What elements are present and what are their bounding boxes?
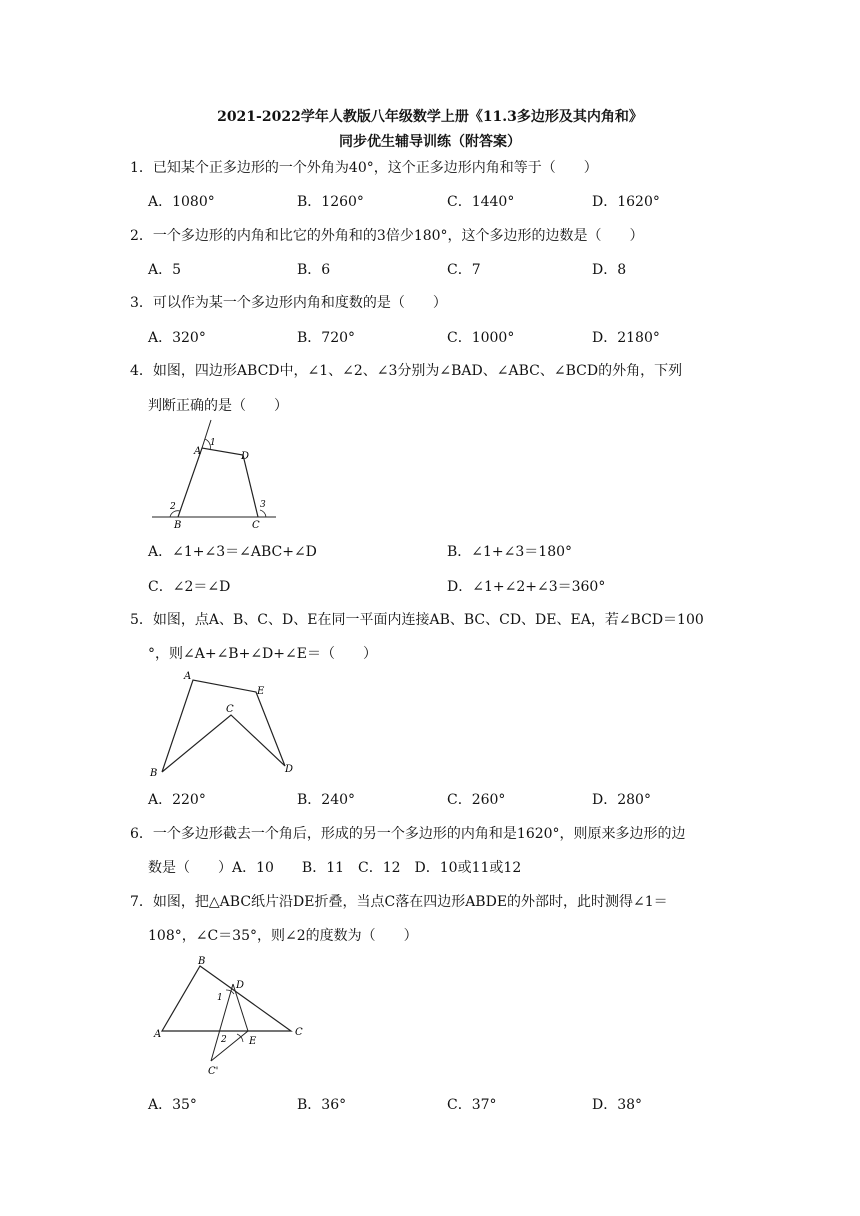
- q3-option-b: B．720°: [297, 330, 356, 346]
- q7-option-b: B．36°: [297, 1097, 347, 1113]
- q4-option-b: B．∠1+∠3＝180°: [447, 544, 573, 560]
- question-1-text: 1．已知某个正多边形的一个外角为40°，这个正多边形内角和等于（ ）: [130, 160, 598, 176]
- q1-option-b: B．1260°: [297, 194, 364, 210]
- q4-label-angle1: 1: [210, 438, 216, 448]
- q7-label-e: E: [249, 1036, 257, 1047]
- q2-option-a: A．5: [148, 262, 182, 278]
- question-3-text: 3．可以作为某一个多边形内角和度数的是（ ）: [130, 295, 447, 311]
- q5-label-c: C: [226, 704, 234, 715]
- question-7-text-line1: 7．如图，把△ABC纸片沿DE折叠，当点C落在四边形ABDE的外部时，此时测得∠1＝: [130, 894, 668, 910]
- q5-label-b: B: [150, 768, 158, 779]
- q4-label-angle3: 3: [260, 500, 266, 510]
- q7-folded-triangle-figure: [148, 954, 313, 1079]
- q5-label-d: D: [285, 764, 294, 775]
- q7-label-d: D: [236, 980, 245, 991]
- q4-label-b: B: [174, 520, 182, 531]
- q4-option-d: D．∠1+∠2+∠3＝360°: [447, 579, 606, 595]
- question-7-text-line2: 108°，∠C＝35°，则∠2的度数为（ ）: [148, 928, 418, 944]
- q4-label-c: C: [252, 520, 260, 531]
- doc-title-line1: 2021-2022学年人教版八年级数学上册《11.3多边形及其内角和》: [217, 109, 643, 125]
- q7-label-a: A: [154, 1029, 162, 1040]
- q4-label-d: D: [241, 451, 250, 462]
- q7-label-angle2: 2: [221, 1035, 227, 1045]
- question-2-text: 2．一个多边形的内角和比它的外角和的3倍少180°，这个多边形的边数是（ ）: [130, 228, 644, 244]
- q4-quadrilateral-figure: [148, 420, 278, 532]
- question-6-text-line2: 数是（ ）A．10 B．11 C．12 D．10或11或12: [148, 860, 522, 876]
- doc-title-line2: 同步优生辅导训练（附答案）: [339, 134, 521, 150]
- q5-option-c: C．260°: [447, 792, 506, 808]
- q5-option-b: B．240°: [297, 792, 356, 808]
- q2-option-c: C．7: [447, 262, 481, 278]
- q7-option-c: C．37°: [447, 1097, 497, 1113]
- question-4-text-line2: 判断正确的是（ ）: [148, 398, 288, 414]
- q5-option-d: D．280°: [592, 792, 651, 808]
- q7-label-c: C: [295, 1027, 303, 1038]
- q4-option-a: A．∠1+∠3＝∠ABC+∠D: [148, 544, 317, 560]
- question-6-text-line1: 6．一个多边形截去一个角后，形成的另一个多边形的内角和是1620°，则原来多边形的边: [130, 826, 686, 842]
- question-5-text-line2: °，则∠A+∠B+∠D+∠E＝（ ）: [148, 646, 377, 662]
- q7-option-d: D．38°: [592, 1097, 643, 1113]
- q2-option-b: B．6: [297, 262, 331, 278]
- q1-option-a: A．1080°: [148, 194, 215, 210]
- q7-label-c-prime: C': [208, 1066, 219, 1077]
- q4-label-angle2: 2: [170, 502, 176, 512]
- question-5-text-line1: 5．如图，点A、B、C、D、E在同一平面内连接AB、BC、CD、DE、EA，若∠BCD＝100: [130, 612, 704, 628]
- q5-star-figure: [148, 668, 303, 780]
- q3-option-c: C．1000°: [447, 330, 515, 346]
- q7-label-angle1: 1: [217, 993, 223, 1003]
- q3-option-d: D．2180°: [592, 330, 660, 346]
- q4-label-a: A: [194, 446, 202, 457]
- question-4-text-line1: 4．如图，四边形ABCD中，∠1、∠2、∠3分别为∠BAD、∠ABC、∠BCD的外角，下列: [130, 363, 683, 379]
- q5-label-e: E: [257, 686, 265, 697]
- q2-option-d: D．8: [592, 262, 627, 278]
- q1-option-c: C．1440°: [447, 194, 515, 210]
- q7-option-a: A．35°: [148, 1097, 197, 1113]
- q5-option-a: A．220°: [148, 792, 206, 808]
- q7-label-b: B: [198, 956, 206, 967]
- q4-option-c: C．∠2＝∠D: [148, 579, 231, 595]
- q5-label-a: A: [184, 671, 192, 682]
- q3-option-a: A．320°: [148, 330, 206, 346]
- q1-option-d: D．1620°: [592, 194, 660, 210]
